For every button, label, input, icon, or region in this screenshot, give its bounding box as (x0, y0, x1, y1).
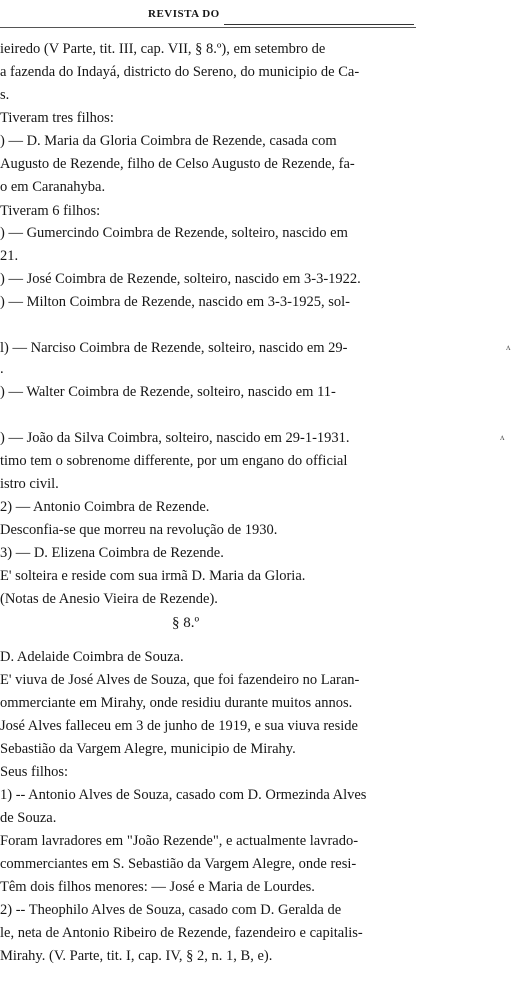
text-line: Augusto de Rezende, filho de Celso Augusto de Rezende, fa- (0, 156, 355, 172)
text-line: E' viuva de José Alves de Souza, que foi fazendeiro no Laran- (0, 672, 360, 688)
text-line: . (0, 361, 4, 377)
text-line: ieiredo (V Parte, tit. III, cap. VII, § 8.º), em setembro de (0, 41, 326, 57)
text-line: Têm dois filhos menores: — José e Maria de Lourdes. (0, 879, 315, 895)
text-line: le, neta de Antonio Ribeiro de Rezende, fazendeiro e capitalis- (0, 925, 363, 941)
section-heading: § 8.º (172, 615, 200, 631)
page-speck: ʌ (500, 432, 505, 442)
text-line: commerciantes em S. Sebastião da Vargem Alegre, onde resi- (0, 856, 357, 872)
top-rule (0, 27, 416, 28)
text-line: de Souza. (0, 810, 57, 826)
text-line: ) — D. Maria da Gloria Coimbra de Rezende, casada com (0, 133, 337, 149)
text-line: Seus filhos: (0, 764, 69, 780)
text-line: ) — Milton Coimbra de Rezende, nascido em 3-3-1925, sol- (0, 294, 350, 310)
page-header: REVISTA DO (148, 8, 220, 20)
text-line: (Notas de Anesio Vieira de Rezende). (0, 591, 218, 607)
text-line: istro civil. (0, 476, 59, 492)
text-line: 3) — D. Elizena Coimbra de Rezende. (0, 545, 224, 561)
text-line: Sebastião da Vargem Alegre, municipio de Mirahy. (0, 741, 296, 757)
text-line: l) — Narciso Coimbra de Rezende, solteiro, nascido em 29- (0, 340, 348, 356)
text-line: ommerciante em Mirahy, onde residiu durante muitos annos. (0, 695, 353, 711)
text-line: 21. (0, 248, 19, 264)
text-line: Tiveram tres filhos: (0, 110, 114, 126)
text-line: 1) -- Antonio Alves de Souza, casado com D. Ormezinda Alves (0, 787, 367, 803)
text-line: timo tem o sobrenome differente, por um engano do official (0, 453, 348, 469)
text-line: Tiveram 6 filhos: (0, 203, 101, 219)
text-line: Desconfia-se que morreu na revolução de 1930. (0, 522, 278, 538)
text-line: E' solteira e reside com sua irmã D. Maria da Gloria. (0, 568, 306, 584)
text-line: ) — Walter Coimbra de Rezende, solteiro, nascido em 11- (0, 384, 336, 400)
text-line: ) — João da Silva Coimbra, solteiro, nascido em 29-1-1931. (0, 430, 350, 446)
text-line: ) — Gumercindo Coimbra de Rezende, solteiro, nascido em (0, 225, 348, 241)
text-line: Foram lavradores em "João Rezende", e actualmente lavrado- (0, 833, 359, 849)
header-rule (224, 24, 414, 25)
text-line: s. (0, 87, 10, 103)
text-line: 2) -- Theophilo Alves de Souza, casado com D. Geralda de (0, 902, 342, 918)
text-line: D. Adelaide Coimbra de Souza. (0, 649, 184, 665)
page-speck: ʌ (506, 342, 511, 352)
text-line: a fazenda do Indayá, districto do Sereno, do municipio de Ca- (0, 64, 360, 80)
text-line: José Alves falleceu em 3 de junho de 1919, e sua viuva reside (0, 718, 358, 734)
text-line: ) — José Coimbra de Rezende, solteiro, nascido em 3-3-1922. (0, 271, 361, 287)
text-line: o em Caranahyba. (0, 179, 106, 195)
text-line: 2) — Antonio Coimbra de Rezende. (0, 499, 210, 515)
text-line: Mirahy. (V. Parte, tit. I, cap. IV, § 2, n. 1, B, e). (0, 948, 273, 964)
